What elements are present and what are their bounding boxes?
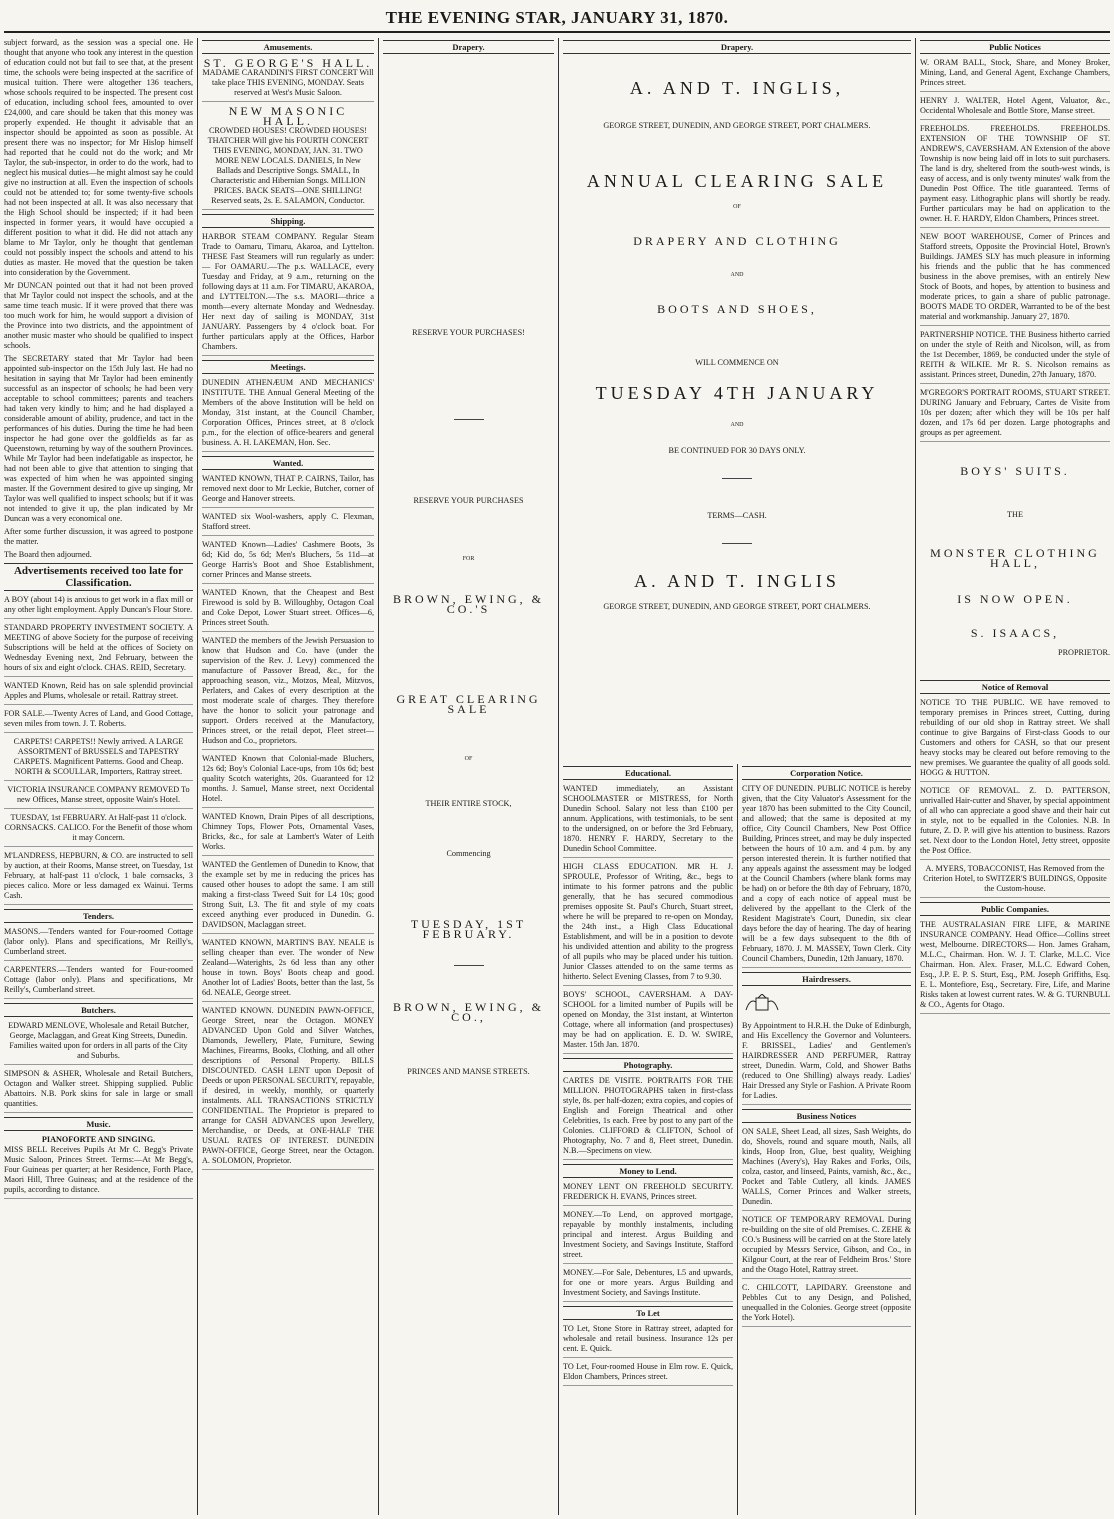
report-paragraph: The SECRETARY stated that Mr Taylor had been appointed sub-inspector on the 15th July last. He had no hesitation in saying that Mr Taylor had been eminently successful as an inspector of schools; he had been very acceptable to school committees; parents and teachers had taken very kindly to him; and he had displayed a considerable amount of ability, prudence, and tact in the performances of his duties. During the time he had been inspector he had gone over the goldfields as far as Queenstown, returning by way of the southern Provinces. While Mr Taylor had been indefatigable as inspector, he had not been able to give that attention to singing that was expected of him when he was appointed singing master. If the Government desired to give up singing, Mr Taylor was well qualified to inspect schools; but if it was not intended to give it up, the plan indicated by Mr Duncan was a very economical one. — [4, 354, 193, 523]
ad-heading: TUESDAY 4TH JANUARY — [595, 383, 879, 403]
advertisement: WANTED Known, Reid has on sale splendid provincial Apples and Plums, wholesale or retail. Rattray street. — [4, 681, 193, 705]
masthead: THE EVENING STAR, JANUARY 31, 1870. — [385, 8, 729, 27]
advertisement: CITY OF DUNEDIN. PUBLIC NOTICE is hereby given, that the City Valuator's Assessment for the year 1870 has been submitted to the City Council, and allowed; that the same is deposited at my office, City Council Chambers, New Post Office Building, Princes street, and may be duly inspected between the hours of 10 a.m. and 4 p.m. by any person interested therein. It is further notified that any appeals against the assessment may be lodged at the Council Chambers (where blank forms may be had) on or before the 8th day of February, 1870, and a copy of each notice of appeal must be delivered by the appellant to the Clerk of the Resident Magistrate's Court, Dunedin, six clear days before the day of hearing. The day of hearing will be a few days subsequent to the 8th of February, 1870. J. M. MASSEY, Town Clerk. City Council Chambers, Dunedin, 12th January, 1870. — [742, 784, 911, 968]
ad-heading: BROWN, EWING, & CO., — [393, 1000, 544, 1024]
advertisement: MADAME CARANDINI'S FIRST CONCERT Will take place THIS EVENING, MONDAY. Seats reserved at West's Music Saloon. — [202, 68, 374, 102]
section-heading: Business Notices — [742, 1109, 911, 1123]
advertisement: FREEHOLDS. FREEHOLDS. FREEHOLDS. EXTENSION OF THE TOWNSHIP OF ST. ANDREW'S, CAVERSHAM. AN Extension of the above Township is now being laid off in lots to suit purchasers. The land is dry, sheltered from the south-west winds, is easy of access, and is only twenty minutes' walk from the Dunedin Post Office. The title guaranteed. Terms of payment easy. Lithographic plans will shortly be ready. Further particulars may be had on application to the owner. H. F. HARDY, Eldon Chambers, Princes street. — [920, 124, 1110, 228]
ad-line: AND — [730, 272, 744, 278]
advertisement: M'LANDRESS, HEPBURN, & CO. are instructed to sell by auction, at their Rooms, Manse street, on Tuesday, 1st February, at half-past 11 o'clock, 1 bale cornsacks, 3 pieces calico. More or less damaged ex Wainui. Terms Cash. — [4, 851, 193, 905]
advertisement: MISS BELL Receives Pupils At Mr C. Begg's Private Music Saloon, Princes Street. Terms:—At Mr Begg's, Four Guineas per quarter; at her Residence, Forth Place, Maori Hill, Three Guineas; and at the residence of the pupils, according to distance. — [4, 1145, 193, 1199]
section-heading: Butchers. — [4, 1003, 193, 1017]
ad-heading: BOYS' SUITS. — [960, 464, 1070, 478]
advertisement: WANTED KNOWN. DUNEDIN PAWN-OFFICE, George Street, near the Octagon. MONEY ADVANCED Upon Gold and Silver Watches, Diamonds, Jewellery, Plate, Furniture, Sewing Machines, Firearms, Books, Clothing, and all other descriptions of Personal Property. BILLS DISCOUNTED. CASH LENT upon Deposit of Deeds or upon PERSONAL SECURITY, repayable, if desired, in weekly, monthly, or quarterly instalments. ALL TRANSACTIONS STRICTLY CONFIDENTIAL. The Proprietor is prepared to arrange for CASH ADVANCES upon Jewellery, Merchandise, or Deeds, at ONE-HALF THE USUAL RATES OF INTEREST. DUNEDIN PAWN-OFFICE, George Street, near the Octagon. A. SOLOMON, Proprietor. — [202, 1006, 374, 1170]
advertisement: MONEY.—For Sale, Debentures, L5 and upwards, for one or more years. Argus Building and Investment Society, and Savings Institute. — [563, 1268, 733, 1302]
advertisement: WANTED the Gentlemen of Dunedin to Know, that the example set by me in reducing the prices has caused other houses to adopt the same. I am still making a first-class Tweed Suit for L4 10s; good Strong Suit, L3. The fit and style of my coats exceed anything ever produced in Dunedin. G. DAVIDSON, Maclaggan street. — [202, 860, 374, 934]
advertisement: ON SALE, Sheet Lead, all sizes, Sash Weights, do do, Shovels, round and square mouth, Nails, all kinds, Hoop Iron, Glue, best quality, Weighing Machines (Avery's), Hay Rakes and Forks, Oils, colza, castor, and linseed, Paints, varnish, &c., &c., Pocket and Table Cutlery, all kinds. JAMES WALLS, Corner Princes and Walker streets, Dunedin. — [742, 1127, 911, 1211]
ad-title: NEW MASONIC HALL. — [228, 104, 348, 128]
report-paragraph: subject forward, as the session was a special one. He thought that anyone who took any interest in the question of education could not but fail to see that, at the present time, the schools were being inspected at the sacrifice of musical tuition. There were altogether 136 teachers, whose schools required to be inspected. The present cost of education, including school fees, amounted to over £24,000, and care should be taken that this money was properly expended. He thought it advisable that an inspector should be appointed as soon as possible. At present there was no inspector; for Mr Hislop himself had reported that he could not do the work; and Mr Taylor, the sub-inspector, in order to do the work, had to neglect his musical duties—he might almost say he could give no instruction at all. Even the inspection of schools could not be attended to; for some twenty-five schools had not been inspected at all. It was also necessary that the High School should be inspected; if it had been inspected in former years, it would have occupied a different position to what it did. He did not attach any blame to Mr Taylor, only he thought that gentleman could not possibly inspect the schools and attend to his duties as master. He moved that the question be taken into consideration by the Government. — [4, 38, 193, 277]
ad-heading: GREAT CLEARING SALE — [396, 692, 541, 716]
ad-line: FOR — [462, 556, 475, 562]
ad-line: WILL COMMENCE ON — [695, 358, 779, 367]
section-heading: Educational. — [563, 766, 733, 780]
column-1 — [0, 38, 197, 1515]
report-paragraph: Mr DUNCAN pointed out that it had not been proved that Mr Taylor could not inspect the schools, and at the same time teach music. If it were proved that there was too much work for him, he would support a division of the Province into two districts, and the appointment of another music master who should be qualified to inspect schools. — [4, 281, 193, 350]
ad-line: PRINCES AND MANSE STREETS. — [407, 1067, 530, 1076]
section-heading: Money to Lend. — [563, 1164, 733, 1178]
ad-heading: IS NOW OPEN. — [957, 592, 1073, 606]
ad-line: PROPRIETOR. — [1058, 648, 1110, 657]
ad-line: THEIR ENTIRE STOCK, — [425, 799, 512, 808]
report-paragraph: After some further discussion, it was agreed to postpone the matter. — [4, 527, 193, 546]
ad-line: RESERVE YOUR PURCHASES! — [412, 328, 525, 337]
ad-line: GEORGE STREET, DUNEDIN, AND GEORGE STREET, PORT CHALMERS. — [603, 121, 871, 130]
section-heading: Public Notices — [920, 40, 1110, 54]
separator — [454, 965, 484, 966]
advertisement: WANTED the members of the Jewish Persuasion to know that Hudson and Co. have (under the supervision of the Rev. J. Levy) commenced the manufacture of Passover Bread, &c., for the approaching season, viz., Motzos, Meal, Mitzvos, Perlaters, and Cakes of every description at the most moderate scale of charges. They therefore have the honor to solicit your patronage and support. Orders received at the Manufactory, Princes street, or the retail depot, Fleet street—Hudson and Co., proprietors. — [202, 636, 374, 750]
ad-title: PIANOFORTE AND SINGING. — [41, 1135, 156, 1144]
ad-line: BE CONTINUED FOR 30 DAYS ONLY. — [668, 446, 806, 455]
ad-line: OF — [733, 204, 741, 210]
section-heading: Drapery. — [563, 40, 911, 54]
section-heading: Advertisements received too late for Classification. — [4, 563, 193, 591]
advertisement: WANTED Known that Colonial-made Bluchers, 12s 6d; Boy's Colonial Lace-ups, from 10s 6d; best quality Scotch waterights, 20s. Guaranteed for 12 months. J. Samuel, Manse street, next Occidental Hotel. — [202, 754, 374, 808]
advertisement: THE AUSTRALASIAN FIRE LIFE, & MARINE INSURANCE COMPANY. Head Office—Collins street west, Melbourne. DIRECTORS— Hon. James Graham, M.L.C., Chairman. Hon. W. J. T. Clarke, M.L.C. Vice Chairman. Hon. Alex. Fraser, M.L.C. Edward Cohen, Esq., J.P. E. P. S. Sturt, Esq., P.M. Joseph Griffiths, Esq. E. L. Montefiore, Esq., Secretary. Fire, Life, and Marine Risks taken at lowest current rates. W. & G. TURNBULL & CO., Agents for Otago. — [920, 920, 1110, 1014]
advertisement: FOR SALE.—Twenty Acres of Land, and Good Cottage, seven miles from town. J. T. Roberts. — [4, 709, 193, 733]
advertisement: A BOY (about 14) is anxious to get work in a flax mill or any other light employment. Apply Duncan's Flour Store. — [4, 595, 193, 619]
advertisement: HENRY J. WALTER, Hotel Agent, Valuator, &c., Occidental Wholesale and Bottle Store, Manse street. — [920, 96, 1110, 120]
advertisement: HIGH CLASS EDUCATION. MR H. J. SPROULE, Professor of Writing, &c., begs to intimate to his former patrons and the public generally, that he has secured commodious premises opposite St. Paul's Church, Stuart street, where he will be prepared to re-open on Monday, the 24th inst., a High Class Educational Establishment, and will be in a position to devote his undivided attention and ability to the progress of all pupils who may be placed under his tuition. Junior Classes attended to on the same terms as hitherto. Select Evening Classes, from 7 to 9.30. — [563, 862, 733, 986]
ad-heading: BOOTS AND SHOES, — [657, 302, 817, 316]
advertisement: TO Let, Four-roomed House in Elm row. E. Quick, Eldon Chambers, Princes street. — [563, 1362, 733, 1386]
advertisement: CROWDED HOUSES! CROWDED HOUSES! THATCHER Will give his FOURTH CONCERT THIS EVENING, MONDAY, JAN. 31. TWO MORE NEW LOCALS. DANIELS, In New Ballads and Descriptive Songs. SMALL, In Characteristic and Hibernian Songs. MILLION PRICES. BACK SEATS—ONE SHILLING! Reserved seats, 2s. E. SALAMON, Conductor. — [202, 126, 374, 210]
column-2 — [198, 38, 378, 1515]
ad-line: TERMS—CASH. — [707, 511, 767, 520]
separator — [722, 543, 752, 544]
section-heading: Public Companies. — [920, 902, 1110, 916]
column-6 — [916, 38, 1114, 1515]
column-3 — [379, 38, 558, 1515]
section-heading: Drapery. — [383, 40, 554, 54]
advertisement: M'GREGOR'S PORTRAIT ROOMS, STUART STREET. DURING January and February, Cartes de Visite from 10s per dozen; after which they will be 10s per half dozen, and 17s 6d per dozen. Large photographs and groups as per agreement. — [920, 388, 1110, 442]
ad-line: THE — [1007, 510, 1023, 519]
advertisement: HARBOR STEAM COMPANY. Regular Steam Trade to Oamaru, Timaru, Akaroa, and Lyttelton. THESE Fast Steamers will run regularly as under:— For OAMARU.—The p.s. WALLACE, every Tuesday and Friday, at 9 a.m., returning on the following days at 11 a.m. For TIMARU, AKAROA, and LYTTELTON.—The s.s. MAORI—thrice a month—every alternate Monday and Wednesday. Her next day of sailing is MONDAY, 31st JANUARY. Passengers by 4 o'clock boat. For further particulars apply at the Offices, Harbor Chambers. — [202, 232, 374, 356]
report-paragraph: The Board then adjourned. — [4, 550, 92, 559]
advertisement: CARTES DE VISITE. PORTRAITS FOR THE MILLION. PHOTOGRAPHS taken in first-class style, 8s. per half-dozen; extra copies, and copies of English and Foreign Theatrical and other Celebrities, 1s each. Free by post to any part of the Colonies. CLIFFORD & CLIFTON, School of Photography, No. 7 and 8, Fleet street, Dunedin. N.B.—Specimens on view. — [563, 1076, 733, 1160]
advertisement: W. ORAM BALL, Stock, Share, and Money Broker, Mining, Land, and General Agent, Exchange Chambers, Princes street. — [920, 58, 1110, 92]
advertisement: NOTICE OF TEMPORARY REMOVAL During re-building on the site of old Premises. C. ZEHE & CO.'s Business will be carried on at the Store lately occupied by Messrs Service, Gibson, and Co., in Kilgour Court, at the rear of Feldheim Bros.' Store and the Otago Hotel, Rattray street. — [742, 1215, 911, 1279]
advertisement: EDWARD MENLOVE, Wholesale and Retail Butcher, George, Maclaggan, and Great King Streets, Dunedin. Families waited upon for orders in all parts of the City and Suburbs. — [4, 1021, 193, 1065]
advertisement: STANDARD PROPERTY INVESTMENT SOCIETY. A MEETING of above Society for the purpose of receiving Subscriptions will be held at the offices of Society on Wednesday Evening next, 2nd February, between the hours of six and eight o'clock. CHAS. REID, Secretary. — [4, 623, 193, 677]
ad-heading: MONSTER CLOTHING HALL, — [930, 546, 1100, 570]
separator — [454, 419, 484, 420]
advertisement: PARTNERSHIP NOTICE. THE Business hitherto carried on under the style of Reith and Nicolson, will, as from the 1st December, 1869, be conducted under the style of REITH & WILKIE. Mr R. S. Nicolson remains as assistant. Princes street, Dunedin, 27th January, 1870. — [920, 330, 1110, 384]
section-heading: Amusements. — [202, 40, 374, 54]
royal-crest-icon — [742, 994, 782, 1014]
ad-heading: ANNUAL CLEARING SALE — [586, 171, 888, 191]
advertisement: DUNEDIN ATHENÆUM AND MECHANICS' INSTITUTE. THE Annual General Meeting of the Members of the above Institution will be held on Monday, 31st instant, at the Council Chamber, Corporation Offices, Princes street, at 8 o'clock p.m., for the election of office-bearers and general business. A. H. LAKEMAN, Hon. Sec. — [202, 378, 374, 452]
advertisement: By Appointment to H.R.H. the Duke of Edinburgh, and His Excellency the Governor and Volunteers. F. BRISSEL, Ladies' and Gentlemen's HAIRDRESSER AND PERFUMER, Rattray street, Dunedin. Warm, Cold, and Shower Baths (reduced to One Shilling) always ready. Ladies' Hair Dressed any Style or Fashion. A Private Room for Ladies. — [742, 1021, 911, 1105]
advertisement: VICTORIA INSURANCE COMPANY REMOVED To new Offices, Manse street, opposite Wain's Hotel. — [4, 785, 193, 809]
ad-heading: S. ISAACS, — [970, 626, 1060, 640]
masthead-rule — [4, 31, 1110, 33]
advertisement: MONEY LENT ON FREEHOLD SECURITY. FREDERICK H. EVANS, Princes street. — [563, 1182, 733, 1206]
advertisement: A. MYERS, TOBACCONIST, Has Removed from the Criterion Hotel, to SWITZER'S BUILDINGS, Opposite the Custom-house. — [920, 864, 1110, 898]
section-heading: Hairdressers. — [742, 972, 911, 986]
advertisement: NOTICE OF REMOVAL. Z. D. PATTERSON, unrivalled Hair-cutter and Shaver, by special appointment of all who can appreciate a good shave and their hair cut in style, not to be equalled in the Colonies. N.B. In future, Z. D. P. will give his attention to business. Razors set. Next door to the London Hotel, Jetty street, opposite the Post Office. — [920, 786, 1110, 860]
section-heading: Wanted. — [202, 456, 374, 470]
advertisement: TUESDAY, 1st FEBRUARY. At Half-past 11 o'clock. CORNSACKS. CALICO. For the Benefit of those whom it may Concern. — [4, 813, 193, 847]
advertisement: WANTED KNOWN, THAT P. CAIRNS, Tailor, has removed next door to Mr Leckie, Butcher, corner of George and Hanover streets. — [202, 474, 374, 508]
section-heading: To Let — [563, 1306, 733, 1320]
advertisement: NOTICE TO THE PUBLIC. WE have removed to temporary premises in Princes street, Cutting, during rebuilding of our old shop in Rattray street. We shall continue to give Bargains of First-class Goods to our Customers and others for CASH, so that our present heavy stocks may be cleared out before removing to the new premises. We guarantee the quality of all goods sold. HOGG & HUTTON. — [920, 698, 1110, 782]
section-heading: Meetings. — [202, 360, 374, 374]
advertisement: WANTED six Wool-washers, apply C. Flexman, Stafford street. — [202, 512, 374, 536]
advertisement: MASONS.—Tenders wanted for Four-roomed Cottage (labor only). Plans and specifications, Mr Reilly's, Cumberland street. — [4, 927, 193, 961]
advertisement: C. CHILCOTT, LAPIDARY. Greenstone and Pebbles Cut to any Design, and Polished, unequalled in the Colonies. George street (opposite the York Hotel). — [742, 1283, 911, 1327]
section-heading: Music. — [4, 1117, 193, 1131]
ad-line: Commencing — [446, 849, 491, 858]
advertisement: NEW BOOT WAREHOUSE, Corner of Princes and Stafford streets, Opposite the Provincial Hotel, Brown's Buildings. JAMES SLY has much pleasure in informing his friends and the public that he has commenced business in the above premises, with an entirely New Stock of Boots, and hopes, by attention to business and moderate prices, to gain a share of public patronage. BOOTS MADE TO ORDER, Warranted to be of the best material and workmanship. January 27, 1870. — [920, 232, 1110, 326]
column-4 — [559, 764, 737, 1515]
section-heading: Photography. — [563, 1058, 733, 1072]
section-heading: Notice of Removal — [920, 680, 1110, 694]
separator — [722, 478, 752, 479]
advertisement: CARPENTERS.—Tenders wanted for Four-roomed Cottage (labor only). Plans and specifications, Mr Reilly's, Cumberland street. — [4, 965, 193, 999]
section-heading: Shipping. — [202, 214, 374, 228]
ad-title: ST. GEORGE'S HALL. — [203, 56, 373, 70]
advertisement: CARPETS! CARPETS!! Newly arrived. A LARGE ASSORTMENT of BRUSSELS and TAPESTRY CARPETS. Magnificent Patterns. Good and Cheap. NORTH & SCOULLAR, Importers, Rattray street. — [4, 737, 193, 781]
advertisement: WANTED Known, Drain Pipes of all descriptions, Chimney Tops, Flower Pots, Ornamental Vases, Bricks, &c., for sale at Lambert's Water of Leith Works. — [202, 812, 374, 856]
ad-line: GEORGE STREET, DUNEDIN, AND GEORGE STREET, PORT CHALMERS. — [603, 602, 871, 611]
ad-heading: A. AND T. INGLIS — [634, 571, 840, 591]
ad-line: RESERVE YOUR PURCHASES — [413, 496, 524, 505]
advertisement: TO Let, Stone Store in Rattray street, adapted for wholesale and retail business. Insurance 12s per cent. E. Quick. — [563, 1324, 733, 1358]
advertisement: WANTED Known—Ladies' Cashmere Boots, 3s 6d; Kid do, 5s 6d; Men's Bluchers, 5s 11d—at George Harris's Boot and Shoe Establishment, corner Princes and Manse streets. — [202, 540, 374, 584]
ad-line: OF — [464, 756, 473, 762]
advertisement: BOYS' SCHOOL, CAVERSHAM. A DAY-SCHOOL for a limited number of Pupils will be opened on Monday, the 31st instant, at Winterton Cottage, where all information (and prospectuses) may be had on application. E. D. W. SWIRE, Master. 15th Jan. 1870. — [563, 990, 733, 1054]
ad-heading: A. AND T. INGLIS, — [629, 78, 845, 98]
ad-line: AND — [730, 422, 744, 428]
advertisement: WANTED Known, that the Cheapest and Best Firewood is sold by B. Willoughby, Octagon Coal and Coke Depot, Lower Stuart street. Offices—6, Princes street South. — [202, 588, 374, 632]
advertisement: WANTED immediately, an Assistant SCHOOLMASTER or MISTRESS, for North Dunedin School. Salary not less than £100 per annum. Applications, with testimonials, to be sent to the undersigned, on or before the 3rd February, 1870. HENRY F. HARDY, Secretary to the Dunedin School Committee. — [563, 784, 733, 858]
advertisement: WANTED KNOWN, MARTIN'S BAY. NEALE is selling cheaper than ever. The wonder of New Zealand—Waterights, 2s 6d less than any other house in town. Boys' Boots cheap and good. Another lot of Ladies' Boots, better than the last, 5s 6d. NEALE, George street. — [202, 938, 374, 1002]
advertisement: SIMPSON & ASHER, Wholesale and Retail Butchers, Octagon and Walker street. Shipping supplied. Public Abattoirs. N.B. Pork skins for sale in large or small quantities. — [4, 1069, 193, 1113]
advertisement: MONEY.—To Lend, on approved mortgage, repayable by monthly instalments, including principal and interest. Argus Building and Investment Society, and Savings Institute, Stafford street. — [563, 1210, 733, 1264]
inglis-advertisement — [559, 38, 915, 764]
ad-heading: BROWN, EWING, & CO.'S — [393, 592, 544, 616]
ad-heading: TUESDAY, 1ST FEBRUARY. — [410, 917, 527, 941]
section-heading: Corporation Notice. — [742, 766, 911, 780]
section-heading: Tenders. — [4, 909, 193, 923]
column-5 — [738, 764, 915, 1515]
ad-heading: DRAPERY AND CLOTHING — [633, 234, 841, 248]
